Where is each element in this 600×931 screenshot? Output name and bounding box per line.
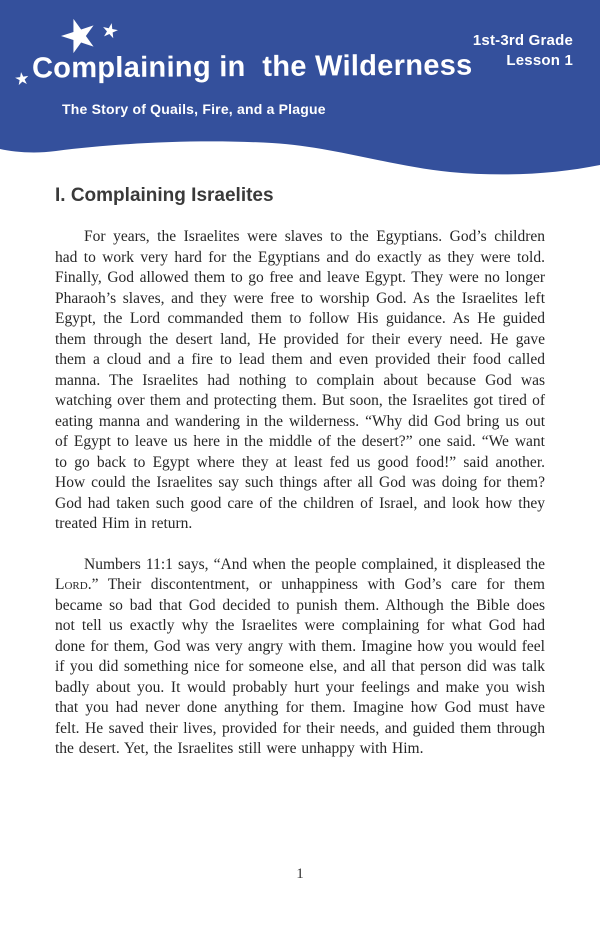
paragraph-2-before-lord: Numbers 11:1 says, “And when the people complained, it displeased the <box>84 555 545 573</box>
lesson-label: Lesson 1 <box>506 52 573 69</box>
page-subtitle: The Story of Quails, Fire, and a Plague <box>62 101 326 117</box>
header-background <box>0 0 600 174</box>
lord-smallcaps: Lord <box>55 576 88 593</box>
header-wave <box>0 0 600 180</box>
grade-lesson-label <box>473 31 573 71</box>
section-heading: I. Complaining Israelites <box>55 185 274 206</box>
page-number: 1 <box>296 866 304 882</box>
grade-label: 1st-3rd Grade <box>472 32 573 49</box>
page-header <box>0 0 600 180</box>
lesson-content <box>55 185 545 780</box>
page-title: Complaining in the Wilderness <box>31 49 473 85</box>
paragraph-1: For years, the Israelites were slaves to the Egyptians. God’s children had to work very hard for the Egyptians and do exactly as they were told. Finally, God allowed them to go free and leave Egypt. They were no longer Pharaoh’s slaves, and they were free to worship God. As the Israelites left Egypt, the Lord commanded them to follow His guidance. As He guided them through the desert land, He provided for their every need. He gave them a cloud and a fire to lead them and even provided their food called manna. The Israelites had nothing to complain about because God was watching over them and protecting them. But soon, the Israelites got tired of eating manna and wandering in the wilderness. “Why did God bring us out of Egypt to leave us here in the middle of the desert?” one said. “We want to go back to Egypt where they at least fed us good food!” said another. How could the Israelites say such things after all God was doing for them? God had taken such good care of the children of Israel, and look how they treated Him in return. <box>55 228 545 532</box>
paragraph-2 <box>55 555 545 760</box>
paragraph-2-after-lord: .” Their discontentment, or unhappiness with God’s care for them became so bad that God decided to punish them. Although the Bible does not tell us exactly why the Israelites were complaining for what God had done for them, God was very angry with them. Imagine how you would feel if you did something nice for someone else, and all that person did was talk badly about you. It would probably hurt your feelings and make you wish that you had never done anything for them. Imagine how God must have felt. He saved their lives, provided for their needs, and guided them through the desert. Yet, the Israelites still were unhappy with Him. <box>55 576 545 757</box>
